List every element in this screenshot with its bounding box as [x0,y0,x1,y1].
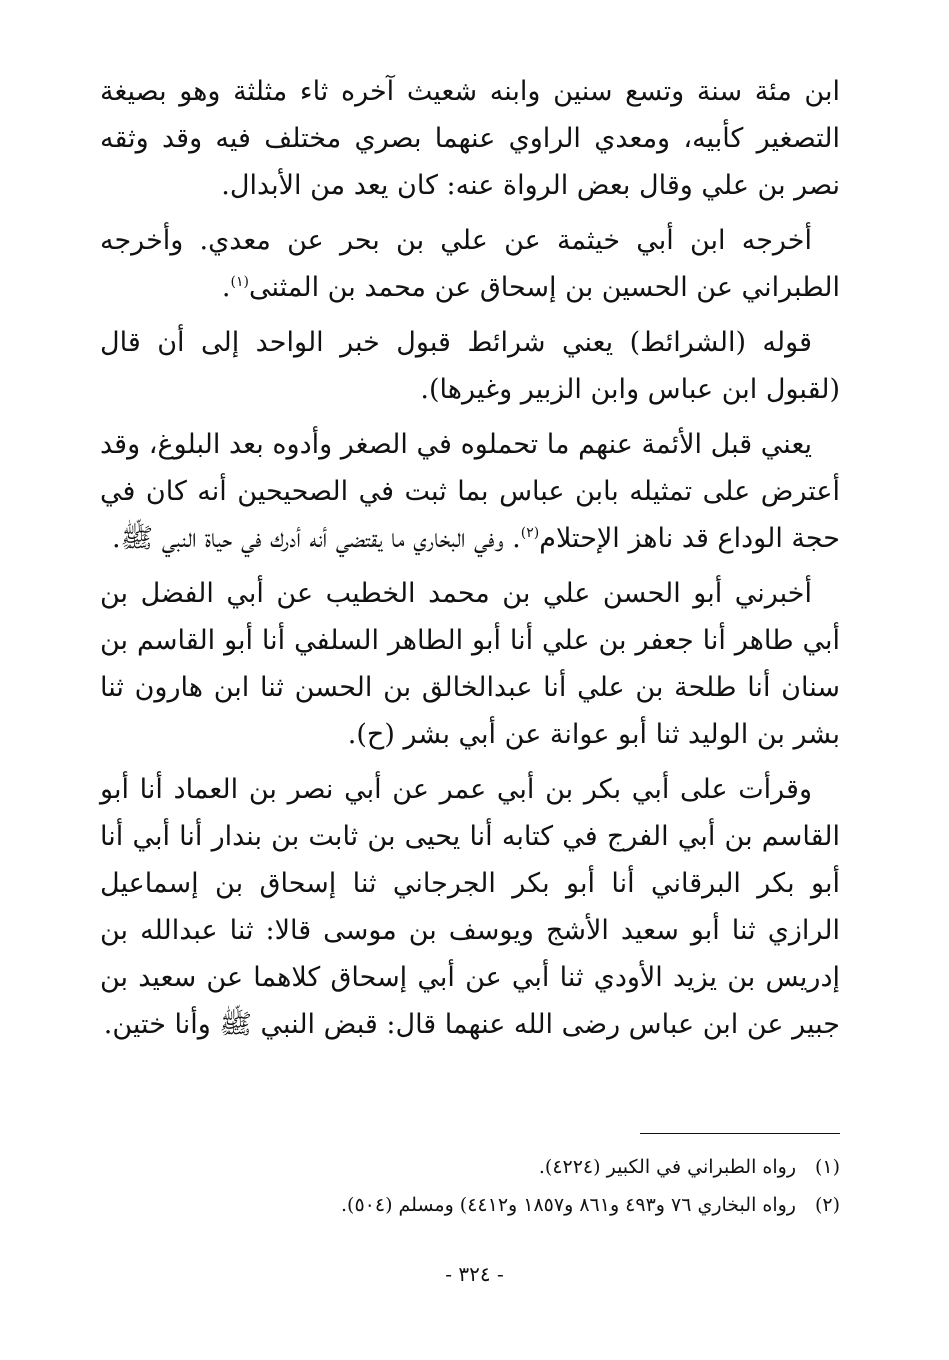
footnote-1-number: (١) [814,1156,840,1178]
paragraph-4 [100,421,840,562]
paragraph-1 [100,68,840,209]
footnote-ref-1: (١) [230,274,249,290]
paragraph-4-text: يعني قبل الأئمة عنهم ما تحملوه في الصغر وأدوه بعد البلوغ، وقد أعترض على تمثيله بابن عباس بما ثبت في الصحيحين أنه كان في حجة الوداع قد ناهز الإحتلام [100,429,840,554]
main-text [100,68,840,1056]
paragraph-4-tail: . وفي البخاري ما يقتضي أنه أدرك في حياة النبي ﷺ. [111,523,521,554]
footnote-2-number: (٢) [814,1194,840,1216]
paragraph-2-tail: . [221,272,231,303]
paragraph-5 [100,570,840,758]
paragraph-6-text: وقرأت على أبي بكر بن أبي عمر عن أبي نصر بن العماد أنا أبو القاسم بن أبي الفرج في كتابه أنا يحيى بن ثابت بن بندار أنا أبي أنا أبو بكر البرقاني أنا أبو بكر الجرجاني ثنا إسحاق بن إسماعيل الرازي ثنا أبو سعيد الأشج ويوسف بن موسى قالا: ثنا عبدالله بن إدريس بن يزيد الأودي ثنا أبي عن أبي إسحاق كلاهما عن سعيد بن جبير عن ابن عباس رضى الله عنهما قال: قبض النبي ﷺ وأنا ختين. [100,774,840,1040]
footnote-2 [100,1186,840,1224]
paragraph-6 [100,766,840,1048]
paragraph-3 [100,319,840,413]
footnote-1 [100,1148,840,1186]
paragraph-5-text: أخبرني أبو الحسن علي بن محمد الخطيب عن أبي الفضل بن أبي طاهر أنا جعفر بن علي أنا أبو الطاهر السلفي أنا أبو القاسم بن سنان أنا طلحة بن علي أنا عبدالخالق بن الحسن ثنا ابن هارون ثنا بشر بن الوليد ثنا أبو عوانة عن أبي بشر (ح). [100,578,840,750]
footnote-1-text: رواه الطبراني في الكبير (٤٢٢٤). [538,1156,796,1178]
footnote-ref-2: (٢) [520,525,540,541]
paragraph-1-text: ابن مئة سنة وتسع سنين وابنه شعيث آخره ثاء مثلثة وهو بصيغة التصغير كأبيه، ومعدي الراوي عنهما بصري مختلف فيه وقد وثقه نصر بن علي وقال بعض الرواة عنه: كان يعد من الأبدال. [100,76,840,201]
paragraph-2 [100,217,840,311]
footnotes [100,1148,840,1224]
page-number: - ٣٢٤ - [445,1262,504,1286]
paragraph-2-text: أخرجه ابن أبي خيثمة عن علي بن بحر عن معدي. وأخرجه الطبراني عن الحسين بن إسحاق عن محمد بن المثنى [100,225,840,303]
footnote-2-text: رواه البخاري ٧٦ و٤٩٣ و٨٦١ و١٨٥٧ و٤٤١٢) ومسلم (٥٠٤). [340,1194,796,1216]
footnote-divider [640,1133,840,1134]
paragraph-3-text: قوله (الشرائط) يعني شرائط قبول خبر الواحد إلى أن قال (لقبول ابن عباس وابن الزبير وغيرها). [100,327,840,405]
